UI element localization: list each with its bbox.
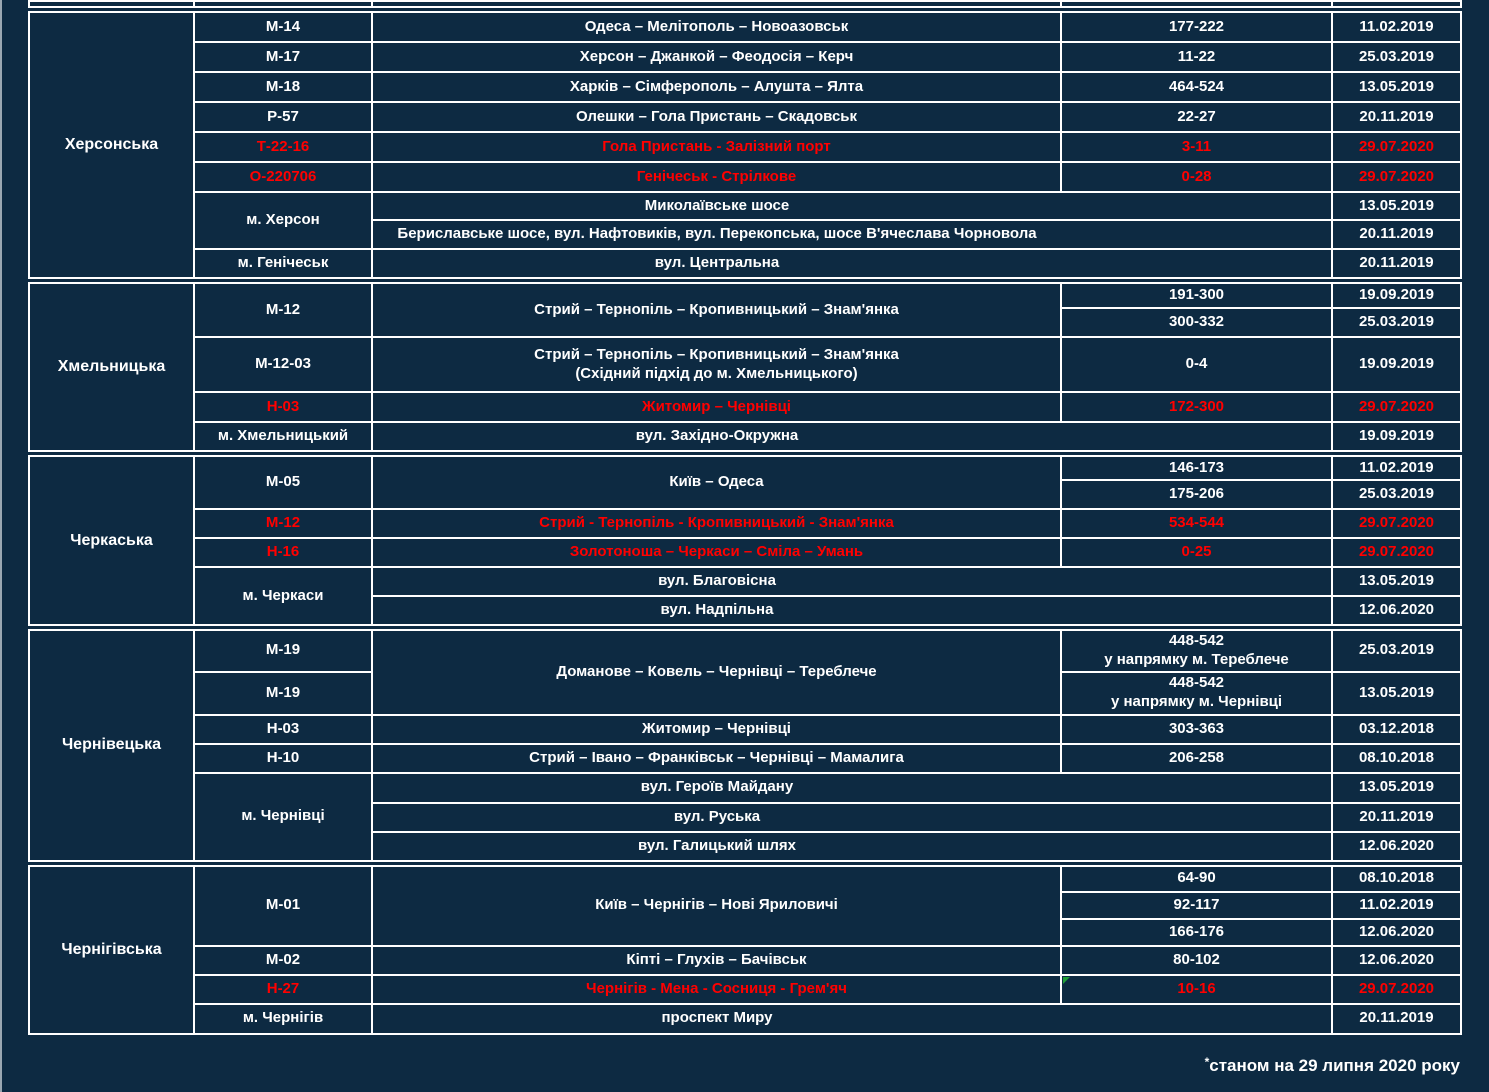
date: 29.07.2020 bbox=[1332, 509, 1461, 538]
date: 29.07.2020 bbox=[1332, 162, 1461, 192]
route-name: Генічеськ - Стрілкове bbox=[372, 162, 1061, 192]
km-range: 191-300 bbox=[1061, 283, 1332, 308]
date: 25.03.2019 bbox=[1332, 630, 1461, 672]
date: 20.11.2019 bbox=[1332, 102, 1461, 132]
road-code: М-12 bbox=[194, 283, 372, 337]
table-row bbox=[29, 162, 1461, 192]
table-row bbox=[29, 1004, 1461, 1034]
date: 03.12.2018 bbox=[1332, 715, 1461, 744]
section-khmelnytska bbox=[28, 282, 1462, 452]
table-row bbox=[29, 132, 1461, 162]
footnote-text: станом на 29 липня 2020 року bbox=[1209, 1056, 1460, 1075]
road-code: М-18 bbox=[194, 72, 372, 102]
km-range: 0-28 bbox=[1061, 162, 1332, 192]
footnote bbox=[1205, 1056, 1460, 1076]
table-row bbox=[29, 630, 1461, 672]
street-cell bbox=[372, 596, 1332, 625]
road-code: Н-03 bbox=[194, 392, 372, 422]
km-range: 80-102 bbox=[1061, 946, 1332, 975]
street-name: Миколаївське шосе bbox=[644, 196, 790, 214]
km-range bbox=[1061, 630, 1332, 672]
table-row bbox=[29, 538, 1461, 567]
road-code: М-05 bbox=[194, 456, 372, 509]
route-name: Стрий – Тернопіль – Кропивницький – Знам'янка bbox=[372, 283, 1061, 337]
partial-route-cell bbox=[372, 1, 1061, 7]
road-code: М-01 bbox=[194, 866, 372, 946]
road-code: Н-27 bbox=[194, 975, 372, 1004]
partial-date-cell bbox=[1332, 1, 1461, 7]
comment-marker-icon bbox=[1063, 977, 1070, 984]
partial-code-cell bbox=[194, 1, 372, 7]
street-name: вул. Благовісна bbox=[658, 572, 776, 590]
section-khersonska bbox=[28, 11, 1462, 279]
street-cell bbox=[372, 422, 1332, 451]
date: 12.06.2020 bbox=[1332, 919, 1461, 946]
route-line-1: Стрий – Тернопіль – Кропивницький – Знам'янка bbox=[534, 345, 899, 363]
km-range: 300-332 bbox=[1061, 308, 1332, 337]
region-label: Херсонська bbox=[29, 12, 194, 278]
road-code: М-02 bbox=[194, 946, 372, 975]
street-name: проспект Миру bbox=[661, 1009, 773, 1027]
street-name: вул. Надпільна bbox=[660, 601, 774, 619]
km-range: 172-300 bbox=[1061, 392, 1332, 422]
date: 19.09.2019 bbox=[1332, 337, 1461, 392]
city-label: м. Черкаси bbox=[194, 567, 372, 625]
date: 13.05.2019 bbox=[1332, 773, 1461, 803]
km-line-1: 448-542 bbox=[1168, 674, 1225, 692]
date: 13.05.2019 bbox=[1332, 192, 1461, 220]
km-range: 303-363 bbox=[1061, 715, 1332, 744]
date: 11.02.2019 bbox=[1332, 12, 1461, 42]
route-name: Стрий - Тернопіль - Кропивницький - Знам'янка bbox=[372, 509, 1061, 538]
route-name: Житомир – Чернівці bbox=[372, 392, 1061, 422]
date: 29.07.2020 bbox=[1332, 392, 1461, 422]
date: 13.05.2019 bbox=[1332, 72, 1461, 102]
km-range bbox=[1061, 975, 1332, 1004]
route-name: Золотоноша – Черкаси – Сміла – Умань bbox=[372, 538, 1061, 567]
date: 19.09.2019 bbox=[1332, 422, 1461, 451]
route-name: Одеса – Мелітополь – Новоазовськ bbox=[372, 12, 1061, 42]
table-row bbox=[29, 715, 1461, 744]
table-row bbox=[29, 509, 1461, 538]
table-row bbox=[29, 72, 1461, 102]
road-repair-table bbox=[28, 0, 1460, 1035]
street-name: Бериславське шосе, вул. Нафтовиків, вул. Перекопська, шосе В'ячеслава Чорновола bbox=[397, 225, 1037, 243]
window-edge bbox=[0, 0, 2, 1092]
date: 20.11.2019 bbox=[1332, 1004, 1461, 1034]
route-name: Чернігів - Мена - Сосниця - Грем'яч bbox=[372, 975, 1061, 1004]
road-code: Н-10 bbox=[194, 744, 372, 773]
route-name: Житомир – Чернівці bbox=[372, 715, 1061, 744]
table-row bbox=[29, 567, 1461, 596]
km-range: 146-173 bbox=[1061, 456, 1332, 480]
route-line-2: (Східний підхід до м. Хмельницького) bbox=[575, 364, 858, 382]
partial-top-row bbox=[28, 0, 1462, 8]
city-label: м. Хмельницький bbox=[194, 422, 372, 451]
table-row bbox=[29, 337, 1461, 392]
route-name: Гола Пристань - Залізний порт bbox=[372, 132, 1061, 162]
km-range: 64-90 bbox=[1061, 866, 1332, 892]
km-range: 175-206 bbox=[1061, 480, 1332, 509]
street-name: вул. Центральна bbox=[654, 254, 780, 272]
date: 08.10.2018 bbox=[1332, 744, 1461, 773]
street-name: вул. Галицький шлях bbox=[638, 836, 796, 854]
table-row bbox=[29, 102, 1461, 132]
date: 08.10.2018 bbox=[1332, 866, 1461, 892]
km-line-2: у напрямку м. Чернівці bbox=[1110, 693, 1283, 710]
route-name: Київ – Одеса bbox=[372, 456, 1061, 509]
table-row bbox=[29, 422, 1461, 451]
km-value: 10-16 bbox=[1177, 979, 1216, 997]
km-range bbox=[1061, 672, 1332, 715]
street-cell bbox=[372, 1004, 1332, 1034]
street-cell bbox=[372, 192, 1332, 220]
date: 25.03.2019 bbox=[1332, 308, 1461, 337]
table-row bbox=[29, 12, 1461, 42]
region-label: Черкаська bbox=[29, 456, 194, 625]
route-name: Олешки – Гола Пристань – Скадовськ bbox=[372, 102, 1061, 132]
road-code: О-220706 bbox=[194, 162, 372, 192]
table-row bbox=[29, 975, 1461, 1004]
street-cell bbox=[372, 832, 1332, 861]
road-code: М-14 bbox=[194, 12, 372, 42]
table-row bbox=[29, 42, 1461, 72]
date: 12.06.2020 bbox=[1332, 832, 1461, 861]
footnote-asterisk: * bbox=[1204, 1055, 1210, 1069]
date: 13.05.2019 bbox=[1332, 672, 1461, 715]
km-range: 166-176 bbox=[1061, 919, 1332, 946]
section-chernivetska bbox=[28, 629, 1462, 862]
table-row bbox=[29, 866, 1461, 892]
km-line-1: 448-542 bbox=[1168, 632, 1225, 649]
km-range: 534-544 bbox=[1061, 509, 1332, 538]
road-code: Н-16 bbox=[194, 538, 372, 567]
street-cell bbox=[372, 773, 1332, 803]
partial-km-cell bbox=[1061, 1, 1332, 7]
date: 12.06.2020 bbox=[1332, 596, 1461, 625]
km-range: 11-22 bbox=[1061, 42, 1332, 72]
road-code: М-19 bbox=[194, 672, 372, 715]
street-cell bbox=[372, 249, 1332, 278]
route-name: Доманове – Ковель – Чернівці – Тереблече bbox=[372, 630, 1061, 715]
street-name: вул. Західно-Окружна bbox=[635, 427, 799, 445]
date: 19.09.2019 bbox=[1332, 283, 1461, 308]
route-name: Херсон – Джанкой – Феодосія – Керч bbox=[372, 42, 1061, 72]
km-range: 206-258 bbox=[1061, 744, 1332, 773]
road-code: Н-03 bbox=[194, 715, 372, 744]
date: 25.03.2019 bbox=[1332, 42, 1461, 72]
route-name: Кіпті – Глухів – Бачівськ bbox=[372, 946, 1061, 975]
date: 11.02.2019 bbox=[1332, 456, 1461, 480]
km-range: 92-117 bbox=[1061, 892, 1332, 919]
date: 29.07.2020 bbox=[1332, 132, 1461, 162]
table-row bbox=[29, 1, 1461, 7]
km-range: 0-4 bbox=[1061, 337, 1332, 392]
road-code: М-19 bbox=[194, 630, 372, 672]
table-row bbox=[29, 249, 1461, 278]
section-chernihivska bbox=[28, 865, 1462, 1035]
route-name: Харків – Сімферополь – Алушта – Ялта bbox=[372, 72, 1061, 102]
date: 20.11.2019 bbox=[1332, 220, 1461, 249]
date: 29.07.2020 bbox=[1332, 975, 1461, 1004]
route-name bbox=[372, 337, 1061, 392]
city-label: м. Чернівці bbox=[194, 773, 372, 861]
city-label: м. Чернігів bbox=[194, 1004, 372, 1034]
table-row bbox=[29, 946, 1461, 975]
road-code: Р-57 bbox=[194, 102, 372, 132]
table-row bbox=[29, 192, 1461, 220]
road-code: М-17 bbox=[194, 42, 372, 72]
table-row bbox=[29, 744, 1461, 773]
km-range: 0-25 bbox=[1061, 538, 1332, 567]
section-cherkaska bbox=[28, 455, 1462, 626]
date: 25.03.2019 bbox=[1332, 480, 1461, 509]
street-cell bbox=[372, 567, 1332, 596]
route-name: Київ – Чернігів – Нові Яриловичі bbox=[372, 866, 1061, 946]
date: 29.07.2020 bbox=[1332, 538, 1461, 567]
table-row bbox=[29, 456, 1461, 480]
date: 11.02.2019 bbox=[1332, 892, 1461, 919]
km-range: 22-27 bbox=[1061, 102, 1332, 132]
table-row bbox=[29, 283, 1461, 308]
partial-region-cell bbox=[29, 1, 194, 7]
region-label: Хмельницька bbox=[29, 283, 194, 451]
region-label: Чернівецька bbox=[29, 630, 194, 861]
region-label: Чернігівська bbox=[29, 866, 194, 1034]
km-range: 464-524 bbox=[1061, 72, 1332, 102]
road-code: М-12 bbox=[194, 509, 372, 538]
table-row bbox=[29, 773, 1461, 803]
street-cell bbox=[372, 803, 1332, 832]
route-name: Стрий – Івано – Франківськ – Чернівці – Мамалига bbox=[372, 744, 1061, 773]
city-label: м. Генічеськ bbox=[194, 249, 372, 278]
date: 20.11.2019 bbox=[1332, 249, 1461, 278]
date: 12.06.2020 bbox=[1332, 946, 1461, 975]
km-range: 177-222 bbox=[1061, 12, 1332, 42]
date: 13.05.2019 bbox=[1332, 567, 1461, 596]
road-code: М-12-03 bbox=[194, 337, 372, 392]
street-cell bbox=[372, 220, 1332, 249]
table-row bbox=[29, 392, 1461, 422]
street-name: вул. Героїв Майдану bbox=[640, 778, 794, 796]
km-line-2: у напрямку м. Тереблече bbox=[1104, 650, 1289, 668]
km-range: 3-11 bbox=[1061, 132, 1332, 162]
street-name: вул. Руська bbox=[673, 807, 761, 825]
city-label: м. Херсон bbox=[194, 192, 372, 249]
date: 20.11.2019 bbox=[1332, 803, 1461, 832]
road-code: Т-22-16 bbox=[194, 132, 372, 162]
